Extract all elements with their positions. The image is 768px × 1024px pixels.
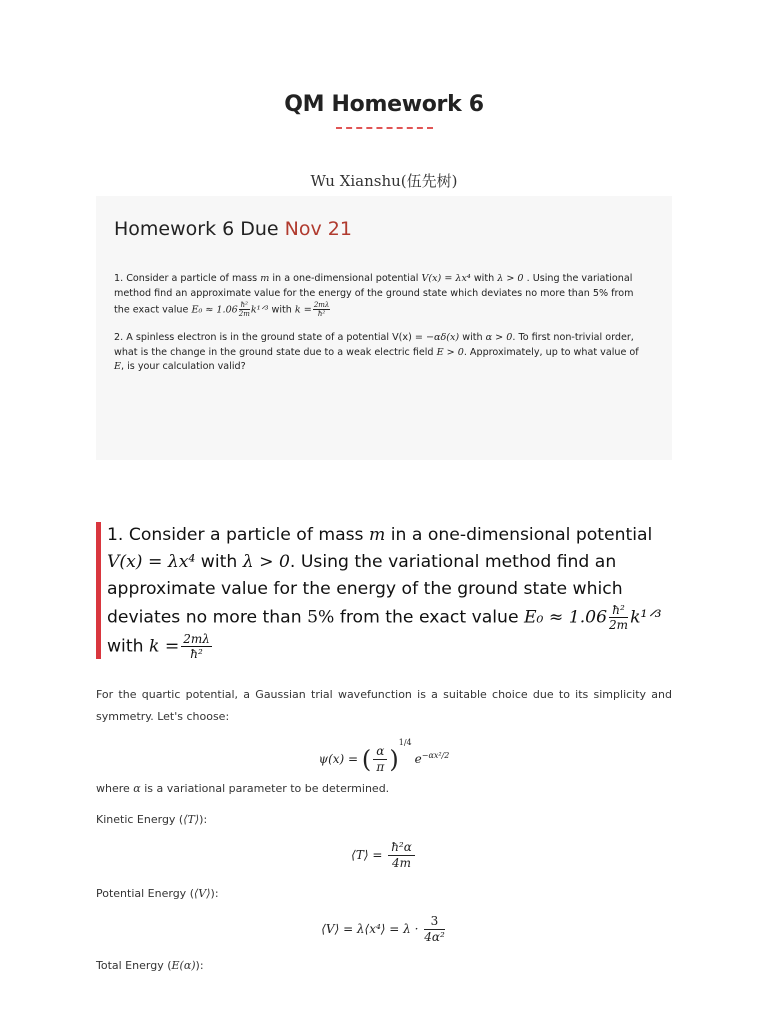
q1-k-num: 2mλ	[183, 632, 210, 646]
q1-lambda-condition: λ > 0	[242, 552, 290, 572]
potential-symbol: ⟨V⟩	[194, 887, 211, 900]
q1-e0: E₀ ≈ 1.06	[524, 607, 608, 628]
question-1-text	[107, 522, 687, 661]
q1-k: k =	[148, 636, 180, 657]
hw-q1-fraction-den: 2m	[238, 310, 250, 318]
psi-e-exponent: −αx²/2	[421, 751, 450, 760]
total-energy-label	[96, 955, 672, 977]
hw-q1-k: k =	[294, 304, 312, 316]
psi-fraction-den: π	[376, 760, 385, 774]
v-fraction-den: 4α²	[424, 930, 445, 944]
kinetic-label-close: ):	[199, 813, 208, 826]
where-text	[96, 778, 672, 800]
q1-text: in a one-dimensional potential	[385, 525, 653, 545]
right-paren: )	[389, 745, 399, 774]
question-1-blockquote	[96, 522, 686, 659]
potential-label-text: Potential Energy (	[96, 887, 194, 900]
hw-q2-text: , is your calculation valid?	[121, 361, 246, 372]
total-symbol: E(α)	[171, 959, 196, 972]
q1-text: with	[195, 552, 243, 572]
psi-e: e	[414, 752, 422, 766]
homework-image	[96, 196, 672, 460]
total-label-text: Total Energy (	[96, 959, 172, 972]
hw-q2-text: 2. A spinless electron is in the ground state of a potential V(x) =	[114, 332, 426, 343]
q1-fraction-den: 2m	[609, 618, 629, 632]
hw-q2-potential: −αδ(x)	[425, 332, 460, 343]
homework-heading	[114, 218, 352, 240]
q1-text: . Using the variational method find an approximate value for the energy of the ground state which deviates no more than	[107, 552, 623, 628]
hw-q1-e0: E₀ ≈ 1.06	[191, 304, 238, 316]
hw-q1-text: with	[268, 304, 295, 316]
v-fraction-num: 3	[424, 914, 445, 930]
kinetic-label-text: Kinetic Energy (	[96, 813, 184, 826]
q1-k-den: ħ²	[190, 647, 203, 661]
hw-q2-text: with	[459, 332, 486, 343]
q1-k-fraction	[181, 632, 212, 661]
hw-q1-text: 1. Consider a particle of mass	[114, 273, 261, 284]
q1-text: with	[107, 636, 149, 657]
q1-mass: m	[368, 525, 386, 545]
hw-q2-field: E	[114, 361, 122, 372]
hw-q1-potential: V(x) = λx⁴	[421, 273, 471, 284]
t-fraction-num: ħ²α	[388, 840, 415, 856]
hw-q1-fraction-num: ħ²	[240, 301, 248, 309]
solution-intro: For the quartic potential, a Gaussian trial wavefunction is a suitable choice due to its simplicity and symmetry. Let's choose:	[96, 688, 672, 723]
q1-fraction	[609, 603, 628, 632]
hw-q1-k-power: k¹ᐟ³	[250, 304, 269, 316]
psi-fraction	[373, 744, 387, 775]
hw-q2-field-condition: E > 0	[436, 346, 464, 358]
kinetic-energy-label	[96, 809, 672, 831]
homework-heading-text: Homework 6 Due	[114, 218, 285, 240]
total-label-close: ):	[195, 959, 204, 972]
t-fraction-den: 4m	[392, 856, 412, 870]
hw-q1-lambda-condition: λ > 0	[497, 273, 524, 284]
hw-q1-fraction	[239, 301, 250, 318]
hw-q1-k-den: ħ²	[317, 310, 326, 318]
potential-label-close: ):	[210, 887, 219, 900]
homework-question-2	[114, 331, 649, 375]
where-alpha: α	[133, 782, 141, 795]
potential-energy-equation	[0, 914, 768, 945]
hw-q2-text: . Approximately, up to what value of	[463, 346, 639, 358]
q1-percent: 5%	[307, 607, 335, 628]
hw-q1-k-num: 2mλ	[313, 301, 330, 309]
q1-text: from the exact value	[334, 607, 524, 628]
author: Wu Xianshu(伍先树)	[310, 172, 458, 190]
hw-q2-text: . To first non-trivial order, what is the change in the ground state due to a weak electric field	[114, 332, 634, 358]
hw-q2-alpha-condition: α > 0	[485, 332, 513, 343]
q1-k-power: k¹ᐟ³	[630, 607, 662, 628]
q1-text: 1. Consider a particle of mass	[107, 525, 369, 545]
psi-exponent: 1/4	[398, 738, 412, 747]
title-underline	[336, 127, 433, 129]
hw-q1-text: in a one-dimensional potential	[269, 273, 422, 284]
blockquote-bar	[96, 522, 101, 659]
hw-q1-k-fraction	[313, 301, 331, 318]
due-date: Nov 21	[284, 218, 352, 240]
q1-potential: V(x) = λx⁴	[107, 552, 196, 572]
t-lhs: ⟨T⟩ =	[351, 848, 387, 862]
where-text-2: is a variational parameter to be determined.	[140, 782, 390, 795]
psi-fraction-num: α	[373, 744, 387, 760]
where-text-1: where	[96, 782, 134, 795]
t-fraction	[388, 840, 415, 871]
wavefunction-equation	[0, 738, 768, 775]
psi-lhs: ψ(x) =	[318, 752, 362, 766]
q1-fraction-num: ħ²	[609, 603, 628, 618]
v-lhs: ⟨V⟩ = λ⟨x⁴⟩ = λ ·	[321, 922, 423, 936]
v-fraction	[424, 914, 445, 945]
homework-question-1	[114, 272, 649, 318]
hw-q1-text: . Using the variational method find an approximate value for the energy of the ground state which deviates no more than 5% from the exact value	[114, 273, 634, 316]
kinetic-symbol: ⟨T⟩	[183, 813, 200, 826]
hw-q1-text: with	[470, 273, 498, 284]
potential-energy-label	[96, 883, 672, 905]
hw-q1-mass: m	[260, 273, 270, 284]
page-title: QM Homework 6	[284, 92, 484, 117]
left-paren: (	[361, 745, 372, 774]
kinetic-energy-equation	[0, 840, 768, 871]
